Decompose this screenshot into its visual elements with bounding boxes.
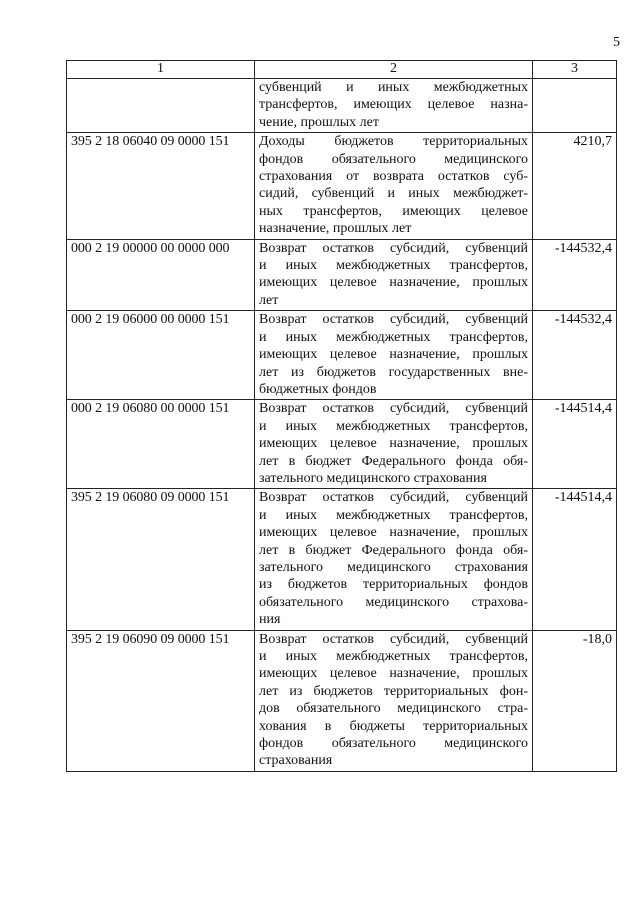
column-header-2: 2: [255, 61, 533, 79]
amount-cell: [533, 79, 617, 133]
description-line: имеющих целевое назначение, прошлых: [259, 275, 528, 291]
description-line: имеющих целевое назначение, прошлых: [259, 525, 528, 541]
description-line: из бюджетов территориальных фондов: [259, 577, 528, 593]
description-line: Возврат остатков субсидий, субвенций: [259, 631, 528, 647]
description-line: зательного медицинского страхования: [259, 470, 487, 486]
description-line: обязательного медицинского страхова-: [259, 594, 528, 610]
table-row: [67, 400, 617, 489]
description-line: Возврат остатков субсидий, субвенций: [259, 240, 528, 256]
description-line: сидий, субвенций и иных межбюджет-: [259, 186, 528, 202]
description-line: имеющих целевое назначение, прошлых: [259, 347, 528, 363]
budget-code-cell: 395 2 19 06090 09 0000 151: [67, 630, 255, 771]
description-line: имеющих целевое назначение, прошлых: [259, 666, 528, 682]
description-line: ных трансфертов, имеющих целевое: [259, 203, 528, 219]
description-line: фондов обязательного медицинского: [259, 151, 528, 167]
description-line: и иных межбюджетных трансфертов,: [259, 418, 528, 434]
description-line: лет: [259, 292, 279, 308]
income-description-cell: [255, 311, 533, 400]
description-line: страхования: [259, 753, 333, 769]
budget-code-cell: 000 2 19 06080 00 0000 151: [67, 400, 255, 489]
amount-cell: -144532,4: [533, 239, 617, 311]
description-line: хования в бюджеты территориальных: [259, 718, 528, 734]
description-line: лет из бюджетов территориальных фон-: [259, 683, 528, 699]
amount-cell: -144514,4: [533, 400, 617, 489]
page-number: 5: [613, 35, 620, 50]
budget-code-cell: 000 2 19 06000 00 0000 151: [67, 311, 255, 400]
column-header-1: 1: [67, 61, 255, 79]
description-line: трансфертов, имеющих целевое назна-: [259, 97, 528, 113]
income-description-cell: [255, 630, 533, 771]
description-line: лет в бюджет Федерального фонда обя-: [259, 453, 528, 469]
budget-code-cell: 000 2 19 00000 00 0000 000: [67, 239, 255, 311]
table-header-row: [67, 61, 617, 79]
description-line: страхования от возврата остатков суб-: [259, 169, 528, 185]
description-line: и иных межбюджетных трансфертов,: [259, 329, 528, 345]
description-line: имеющих целевое назначение, прошлых: [259, 436, 528, 452]
description-line: лет в бюджет Федерального фонда обя-: [259, 542, 528, 558]
income-description-cell: [255, 400, 533, 489]
income-description-cell: [255, 489, 533, 630]
income-description-cell: [255, 133, 533, 239]
budget-code-cell: 395 2 18 06040 09 0000 151: [67, 133, 255, 239]
table-row: [67, 79, 617, 133]
description-line: назначение, прошлых лет: [259, 221, 412, 237]
description-line: Возврат остатков субсидий, субвенций: [259, 312, 528, 328]
description-line: лет из бюджетов государственных вне-: [259, 364, 528, 380]
table-row: [67, 630, 617, 771]
budget-code-cell: 395 2 19 06080 09 0000 151: [67, 489, 255, 630]
description-line: чение, прошлых лет: [259, 114, 379, 130]
description-line: Возврат остатков субсидий, субвенций: [259, 401, 528, 417]
description-line: и иных межбюджетных трансфертов,: [259, 258, 528, 274]
description-line: и иных межбюджетных трансфертов,: [259, 649, 528, 664]
column-header-3: 3: [533, 61, 617, 79]
table-row: [67, 133, 617, 239]
description-line: зательного медицинского страхования: [259, 559, 528, 575]
table-row: [67, 489, 617, 630]
description-line: Возврат остатков субсидий, субвенций: [259, 490, 528, 506]
description-line: бюджетных фондов: [259, 381, 377, 397]
description-line: и иных межбюджетных трансфертов,: [259, 507, 528, 523]
description-line: субвенций и иных межбюджетных: [259, 80, 528, 95]
budget-table: [66, 60, 617, 772]
income-description-cell: [255, 79, 533, 133]
description-line: Доходы бюджетов территориальных: [259, 134, 528, 150]
table-body: [67, 79, 617, 772]
amount-cell: 4210,7: [533, 133, 617, 239]
amount-cell: -144532,4: [533, 311, 617, 400]
table-row: [67, 311, 617, 400]
description-line: фондов обязательного медицинского: [259, 736, 528, 752]
description-line: ния: [259, 612, 281, 628]
income-description-cell: [255, 239, 533, 311]
budget-code-cell: [67, 79, 255, 133]
amount-cell: -144514,4: [533, 489, 617, 630]
description-line: дов обязательного медицинского стра-: [259, 701, 528, 717]
table-row: [67, 239, 617, 311]
amount-cell: -18,0: [533, 630, 617, 771]
